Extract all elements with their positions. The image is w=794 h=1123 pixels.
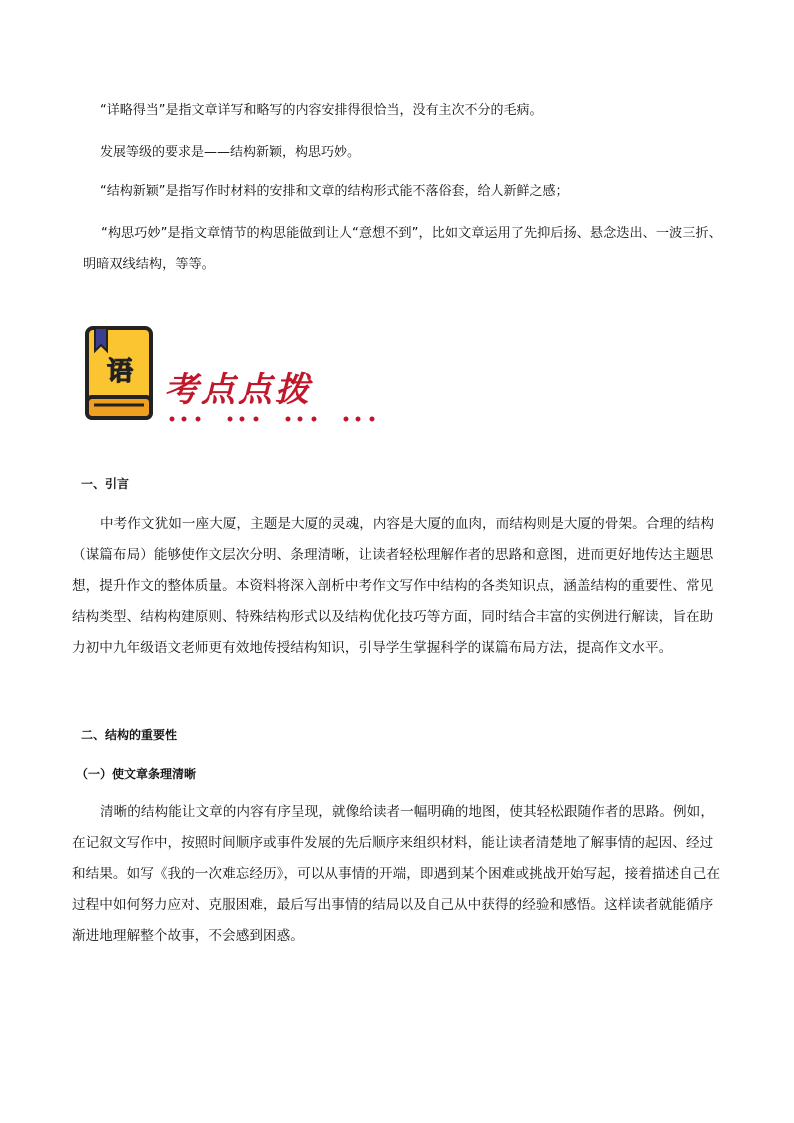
book-icon — [84, 325, 154, 422]
intro-paragraph-4: “构思巧妙”是指文章情节的构思能做到让人“意想不到”，比如文章运用了先抑后扬、悬念迭出、一波三折、明暗双线结构，等等。 — [83, 226, 722, 272]
subsection-heading-clarity: （一）使文章条理清晰 — [76, 767, 197, 781]
section-heading-importance: 二、结构的重要性 — [81, 728, 178, 742]
book-icon-char: 语 — [106, 357, 134, 387]
banner-title: 考点点拨 — [164, 370, 312, 410]
section-heading-intro: 一、引言 — [81, 477, 130, 491]
section-intro-body: 中考作文犹如一座大厦，主题是大厦的灵魂，内容是大厦的血肉，而结构则是大厦的骨架。合理的结构（谋篇布局）能够使作文层次分明、条理清晰，让读者轻松理解作者的思路和意图，进而更好地传达主题思想，提升作文的整体质量。本资料将深入剖析中考作文写作中结构的各类知识点，涵盖结构的重要性、常见结构类型、结构构建原则、特殊结构形式以及结构优化技巧等方面，同时结合丰富的实例进行解读，旨在助力初中九年级语文老师更有效地传授结构知识，引导学生掌握科学的谋篇布局方法，提高作文水平。 — [72, 516, 714, 656]
section-banner — [84, 325, 324, 425]
intro-paragraph-1: “详略得当”是指文章详写和略写的内容安排得很恰当，没有主次不分的毛病。 — [100, 103, 543, 118]
banner-underline-decoration — [164, 415, 394, 423]
intro-paragraph-3: “结构新颖”是指写作时材料的安排和文章的结构形式能不落俗套，给人新鲜之感； — [100, 184, 569, 199]
intro-paragraph-2: 发展等级的要求是——结构新颖，构思巧妙。 — [100, 145, 361, 160]
subsection-clarity-body: 清晰的结构能让文章的内容有序呈现，就像给读者一幅明确的地图，使其轻松跟随作者的思路。例如，在记叙文写作中，按照时间顺序或事件发展的先后顺序来组织材料，能让读者清楚地了解事情的起因、经过和结果。如写《我的一次难忘经历》，可以从事情的开端，即遇到某个困难或挑战开始写起，接着描述自己在过程中如何努力应对、克服困难，最后写出事情的结局以及自己从中获得的经验和感悟。这样读者就能循序渐进地理解整个故事，不会感到困惑。 — [72, 804, 721, 944]
